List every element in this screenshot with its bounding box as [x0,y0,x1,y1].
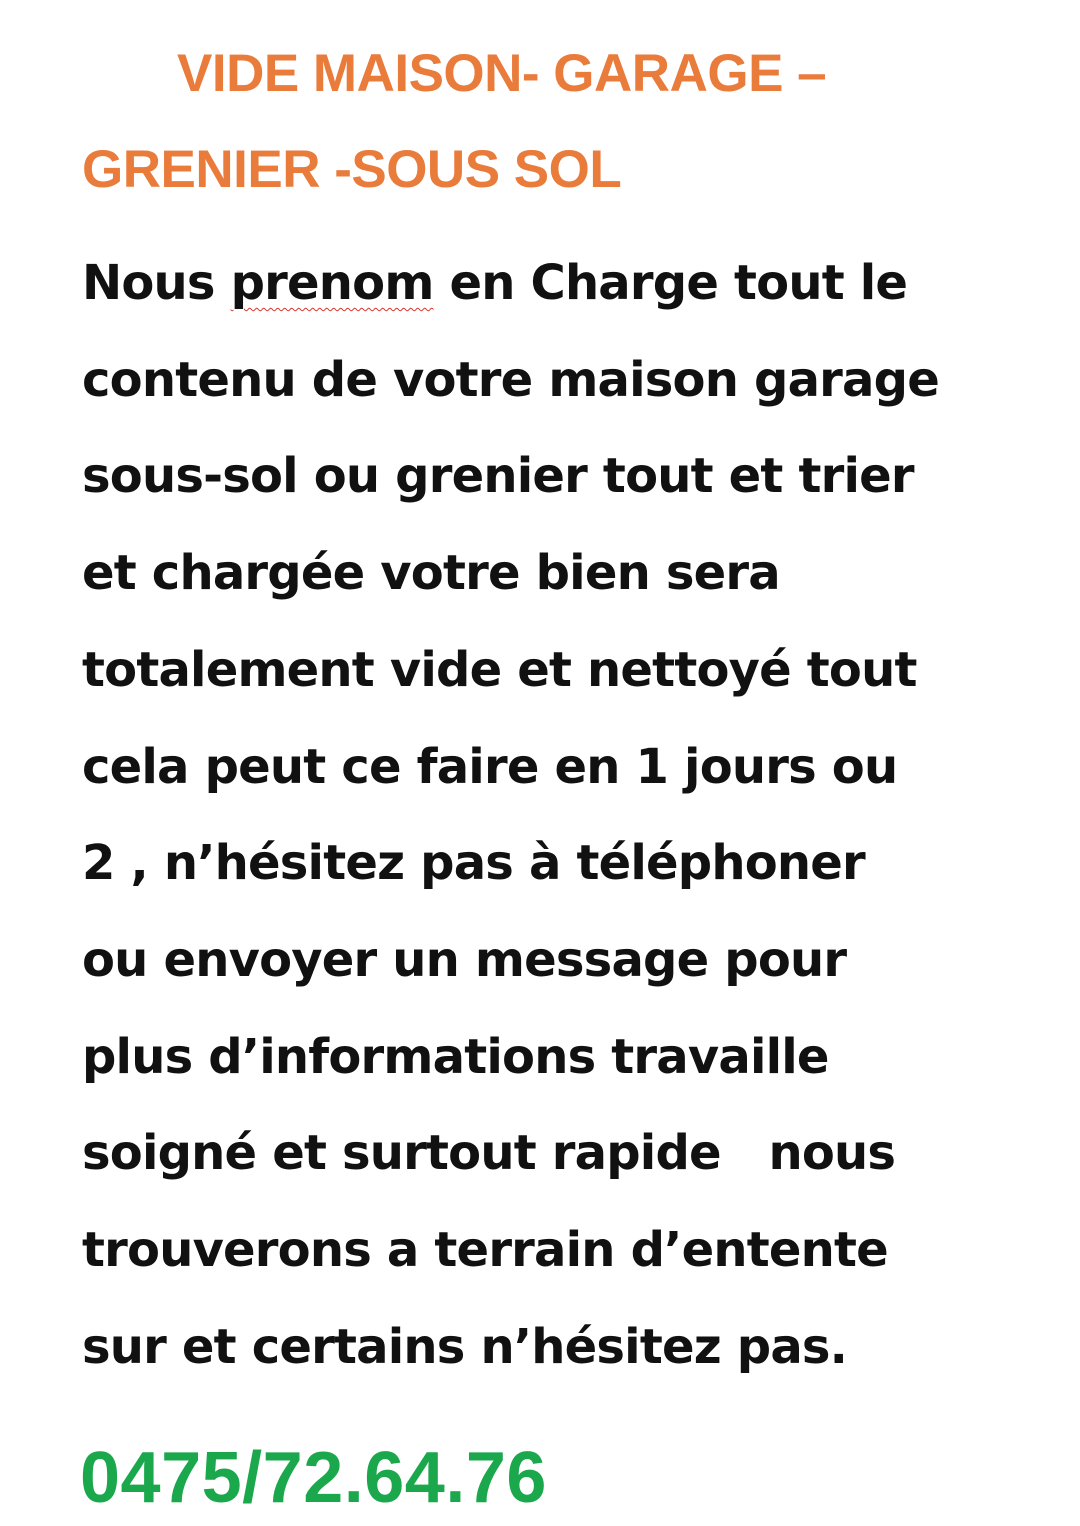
description-line-8: ou envoyer un message pour [82,931,847,988]
description-line-5: totalement vide et nettoyé tout [82,641,917,698]
description-text [82,235,1042,1395]
description-line-6: cela peut ce faire en 1 jours ou [82,738,898,795]
description-line-1-end: en Charge tout le [433,255,908,311]
heading-line-1: VIDE MAISON- GARAGE – [177,44,827,103]
description-line-4: et chargée votre bien sera [82,545,780,602]
description-line-3: sous-sol ou grenier tout et trier [82,448,914,505]
description-line-9: plus d’informations travaille [82,1028,829,1085]
description-line-12: sur et certains n’hésitez pas. [82,1318,848,1375]
description-line-1 [82,235,1042,332]
description-line-7: 2 , n’hésitez pas à téléphoner [82,835,865,892]
heading [82,26,1022,218]
spellcheck-flagged-word[interactable]: prenom [230,255,434,311]
heading-line-2: GRENIER -SOUS SOL [82,140,622,199]
description-line-10: soigné et surtout rapide nous [82,1125,896,1182]
description-line-1-start: Nous [82,255,231,311]
description-line-11: trouverons a terrain d’entente [82,1222,888,1279]
description-line-2: contenu de votre maison garage [82,351,939,408]
phone-number[interactable]: 0475/72.64.76 [80,1438,547,1518]
